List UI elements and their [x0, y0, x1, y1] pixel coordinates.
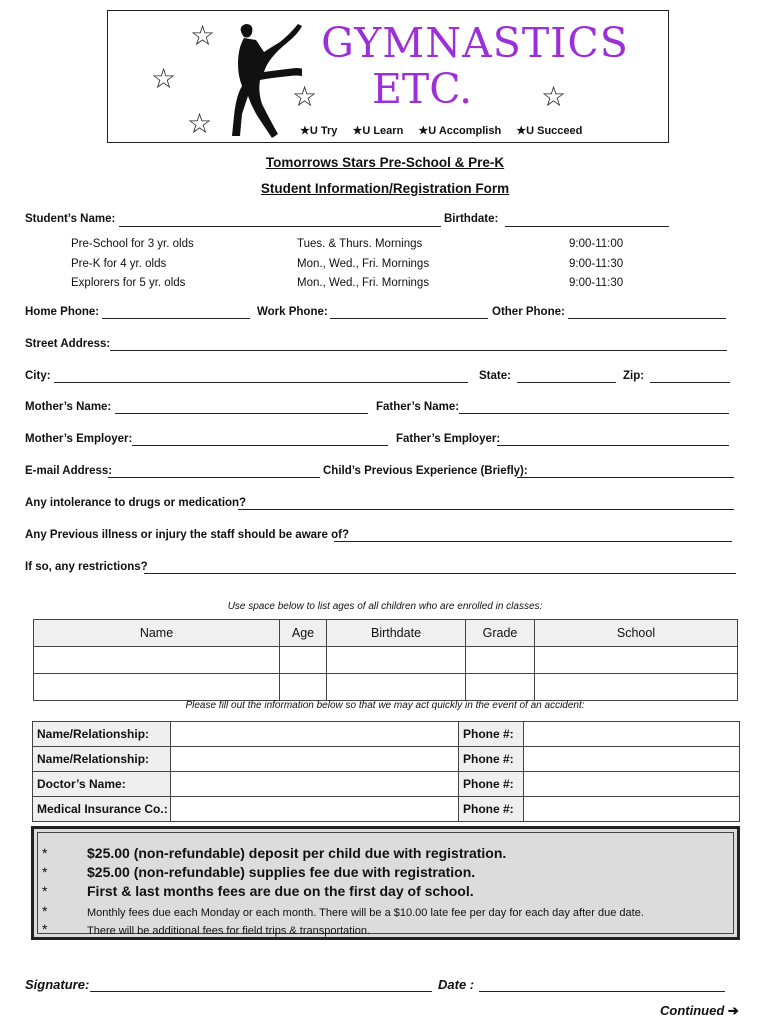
- arrow-right-icon: ➔: [727, 1003, 739, 1018]
- table-row: [33, 722, 740, 747]
- program-title-text: Tomorrows Stars Pre-School & Pre-K: [265, 155, 505, 170]
- fee-text: $25.00 (non-refundable) deposit per child due with registration.: [87, 845, 507, 861]
- table-row: [33, 747, 740, 772]
- column-header: Birthdate: [327, 620, 466, 647]
- star-icon: ☆: [292, 81, 318, 112]
- illness-field[interactable]: [334, 541, 732, 542]
- mother-name-label: Mother’s Name:: [25, 401, 112, 413]
- program-name: Pre-School for 3 yr. olds: [71, 238, 194, 250]
- contacts-table: [32, 721, 740, 822]
- intolerance-field[interactable]: [238, 509, 734, 510]
- city-field[interactable]: [54, 382, 468, 383]
- form-title-text: Student Information/Registration Form: [260, 181, 510, 196]
- column-header: Grade: [466, 620, 535, 647]
- signature-label: Signature:: [25, 977, 90, 992]
- other-phone-label: Other Phone:: [492, 306, 565, 318]
- table-cell[interactable]: [535, 647, 738, 674]
- home-phone-label: Home Phone:: [25, 306, 100, 318]
- other-phone-field[interactable]: [568, 318, 726, 319]
- program-time: 9:00-11:00: [569, 238, 624, 250]
- program-name: Pre-K for 4 yr. olds: [71, 258, 167, 270]
- accident-note: Please fill out the information below so that we may act quickly in the event of an accident:: [185, 700, 585, 711]
- program-days: Mon., Wed., Fri. Mornings: [297, 277, 430, 289]
- logo-title: GYMNASTICS: [321, 19, 629, 67]
- fee-item: [42, 845, 506, 861]
- bullet: *: [42, 845, 48, 861]
- table-row: [34, 674, 738, 701]
- phone-label: Phone #:: [459, 797, 524, 822]
- column-header: School: [535, 620, 738, 647]
- email-field[interactable]: [108, 477, 320, 478]
- star-icon: ☆: [187, 108, 213, 139]
- table-cell[interactable]: [466, 647, 535, 674]
- phone-field[interactable]: [524, 747, 740, 772]
- table-cell[interactable]: [327, 674, 466, 701]
- street-field[interactable]: [110, 350, 727, 351]
- fee-text: There will be additional fees for field trips & transportation.: [87, 925, 371, 937]
- experience-label: Child’s Previous Experience (Briefly):: [323, 465, 528, 477]
- state-field[interactable]: [517, 382, 616, 383]
- fee-item: [42, 921, 370, 937]
- column-header: Name: [34, 620, 280, 647]
- star-icon: ☆: [190, 20, 216, 51]
- table-cell[interactable]: [535, 674, 738, 701]
- program-name: Explorers for 5 yr. olds: [71, 277, 186, 289]
- star-icon: ☆: [151, 63, 177, 94]
- table-row: [33, 772, 740, 797]
- continued-text: Continued: [660, 1003, 725, 1018]
- form-title: [0, 181, 770, 196]
- email-label: E-mail Address:: [25, 465, 113, 477]
- restrictions-field[interactable]: [144, 573, 736, 574]
- mother-name-field[interactable]: [115, 413, 368, 414]
- fee-text: Monthly fees due each Monday or each month. There will be a $10.00 late fee per day for each day after due date.: [87, 907, 644, 919]
- fee-text: $25.00 (non-refundable) supplies fee due with registration.: [87, 864, 476, 880]
- mother-employer-field[interactable]: [132, 445, 388, 446]
- student-name-label: Student’s Name:: [25, 213, 116, 225]
- tagline-item: U Succeed: [526, 125, 583, 137]
- phone-label: Phone #:: [459, 747, 524, 772]
- bullet: *: [42, 864, 48, 880]
- continued-label: [660, 1003, 739, 1019]
- father-name-label: Father’s Name:: [376, 401, 460, 413]
- city-label: City:: [25, 370, 51, 382]
- fee-item: [42, 864, 475, 880]
- restrictions-label: If so, any restrictions?: [25, 561, 148, 573]
- contact-label: Name/Relationship:: [33, 747, 171, 772]
- program-time: 9:00-11:30: [569, 258, 624, 270]
- birthdate-field[interactable]: [505, 226, 669, 227]
- table-cell[interactable]: [280, 674, 327, 701]
- program-days: Mon., Wed., Fri. Mornings: [297, 258, 430, 270]
- fee-item: [42, 883, 474, 899]
- table-row: [34, 647, 738, 674]
- contact-label: Name/Relationship:: [33, 722, 171, 747]
- bullet: *: [42, 921, 48, 937]
- phone-field[interactable]: [524, 797, 740, 822]
- intolerance-label: Any intolerance to drugs or medication?: [25, 497, 247, 509]
- table-cell[interactable]: [280, 647, 327, 674]
- work-phone-label: Work Phone:: [257, 306, 328, 318]
- street-label: Street Address:: [25, 338, 111, 350]
- signature-field[interactable]: [90, 991, 432, 992]
- table-cell[interactable]: [34, 647, 280, 674]
- column-header: Age: [280, 620, 327, 647]
- father-name-field[interactable]: [459, 413, 729, 414]
- date-label: Date :: [438, 977, 475, 992]
- fee-item: [42, 903, 644, 919]
- father-employer-label: Father’s Employer:: [396, 433, 501, 445]
- contact-label: Medical Insurance Co.:: [33, 797, 171, 822]
- fee-notice-box: [31, 826, 740, 940]
- illness-label: Any Previous illness or injury the staff should be aware of?: [25, 529, 349, 541]
- tagline-item: U Accomplish: [428, 125, 502, 137]
- program-time: 9:00-11:30: [569, 277, 624, 289]
- bullet: *: [42, 883, 48, 899]
- contact-field[interactable]: [171, 772, 459, 797]
- phone-label: Phone #:: [459, 772, 524, 797]
- phone-field[interactable]: [524, 722, 740, 747]
- logo-subtitle: ETC.: [372, 65, 473, 113]
- work-phone-field[interactable]: [330, 318, 488, 319]
- bullet: *: [42, 903, 48, 919]
- children-table: [33, 619, 738, 701]
- tagline-item: U Try: [309, 125, 338, 137]
- birthdate-label: Birthdate:: [444, 213, 499, 225]
- fee-text: First & last months fees are due on the first day of school.: [87, 883, 474, 899]
- table-row: [33, 797, 740, 822]
- father-employer-field[interactable]: [497, 445, 729, 446]
- table-cell[interactable]: [34, 674, 280, 701]
- contact-field[interactable]: [171, 747, 459, 772]
- star-icon: ☆: [541, 81, 567, 112]
- table-cell[interactable]: [327, 647, 466, 674]
- table-cell[interactable]: [466, 674, 535, 701]
- phone-field[interactable]: [524, 772, 740, 797]
- tagline: ★U Try ★U Learn ★U Accomplish ★U Succeed: [300, 125, 583, 137]
- contact-label: Doctor’s Name:: [33, 772, 171, 797]
- program-title: [0, 155, 770, 170]
- contact-field[interactable]: [171, 797, 459, 822]
- home-phone-field[interactable]: [102, 318, 250, 319]
- state-label: State:: [479, 370, 511, 382]
- phone-label: Phone #:: [459, 722, 524, 747]
- mother-employer-label: Mother’s Employer:: [25, 433, 133, 445]
- program-days: Tues. & Thurs. Mornings: [297, 238, 423, 250]
- tagline-item: U Learn: [362, 125, 404, 137]
- date-field[interactable]: [479, 991, 725, 992]
- experience-field[interactable]: [517, 477, 734, 478]
- gymnast-silhouette-icon: [222, 12, 302, 142]
- children-note: Use space below to list ages of all children who are enrolled in classes:: [227, 601, 543, 612]
- zip-label: Zip:: [623, 370, 645, 382]
- zip-field[interactable]: [650, 382, 730, 383]
- student-name-field[interactable]: [119, 226, 441, 227]
- contact-field[interactable]: [171, 722, 459, 747]
